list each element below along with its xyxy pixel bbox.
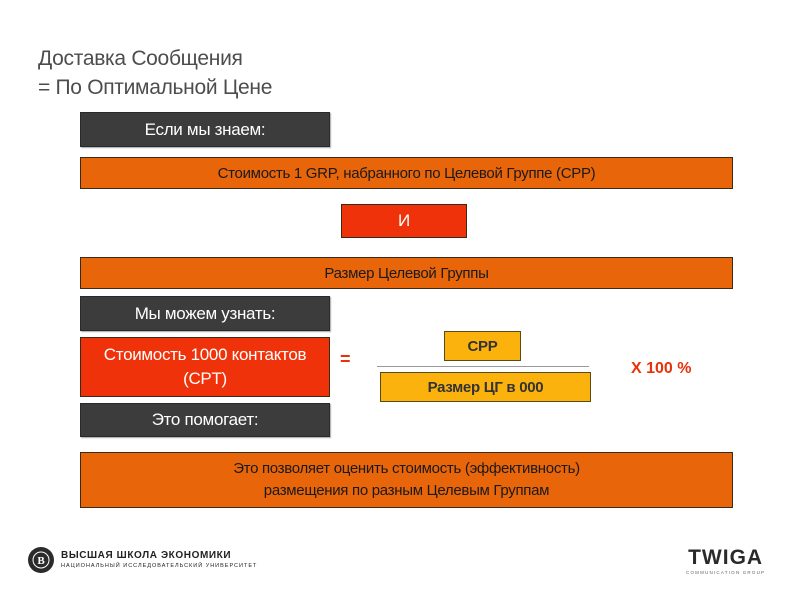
hse-logo-line1: ВЫСШАЯ ШКОЛА ЭКОНОМИКИ [61,549,232,561]
slide-title-line2: = По Оптимальной Цене [38,76,273,99]
twiga-logo-word: TWIGA [688,546,764,569]
hse-logo-line2: НАЦИОНАЛЬНЫЙ ИССЛЕДОВАТЕЛЬСКИЙ УНИВЕРСИТЕТ [61,562,258,569]
target-group-size-box: Размер Целевой Группы [80,257,733,289]
cpt-box [80,337,330,397]
result-line1: Это позволяет оценить стоимость (эффективность) [233,460,580,477]
and-box: И [341,204,467,238]
hse-logo [28,547,257,573]
formula-denominator: Размер ЦГ в 000 [380,372,591,402]
hse-emblem-icon [28,547,54,573]
result-box [80,452,733,508]
cpt-line1: Стоимость 1000 контактов [103,345,307,364]
twiga-logo [686,546,765,576]
if-we-know-box: Если мы знаем: [80,112,330,147]
fraction-line [377,366,589,367]
this-helps-box: Это помогает: [80,403,330,437]
slide-title-line1: Доставка Сообщения [38,47,243,70]
equals-sign: = [340,349,351,369]
svg-text:В: В [37,555,45,567]
result-line2: размещения по разным Целевым Группам [263,482,550,499]
we-can-find-box: Мы можем узнать: [80,296,330,331]
cost-grp-box: Стоимость 1 GRP, набранного по Целевой Группе (CPP) [80,157,733,189]
slide-title [38,44,272,102]
cpt-line2: (CPT) [183,369,227,388]
twiga-logo-subtitle: COMMUNICATION GROUP [686,570,766,575]
formula-multiplier: X 100 % [631,360,692,377]
formula-numerator: CPP [444,331,521,361]
